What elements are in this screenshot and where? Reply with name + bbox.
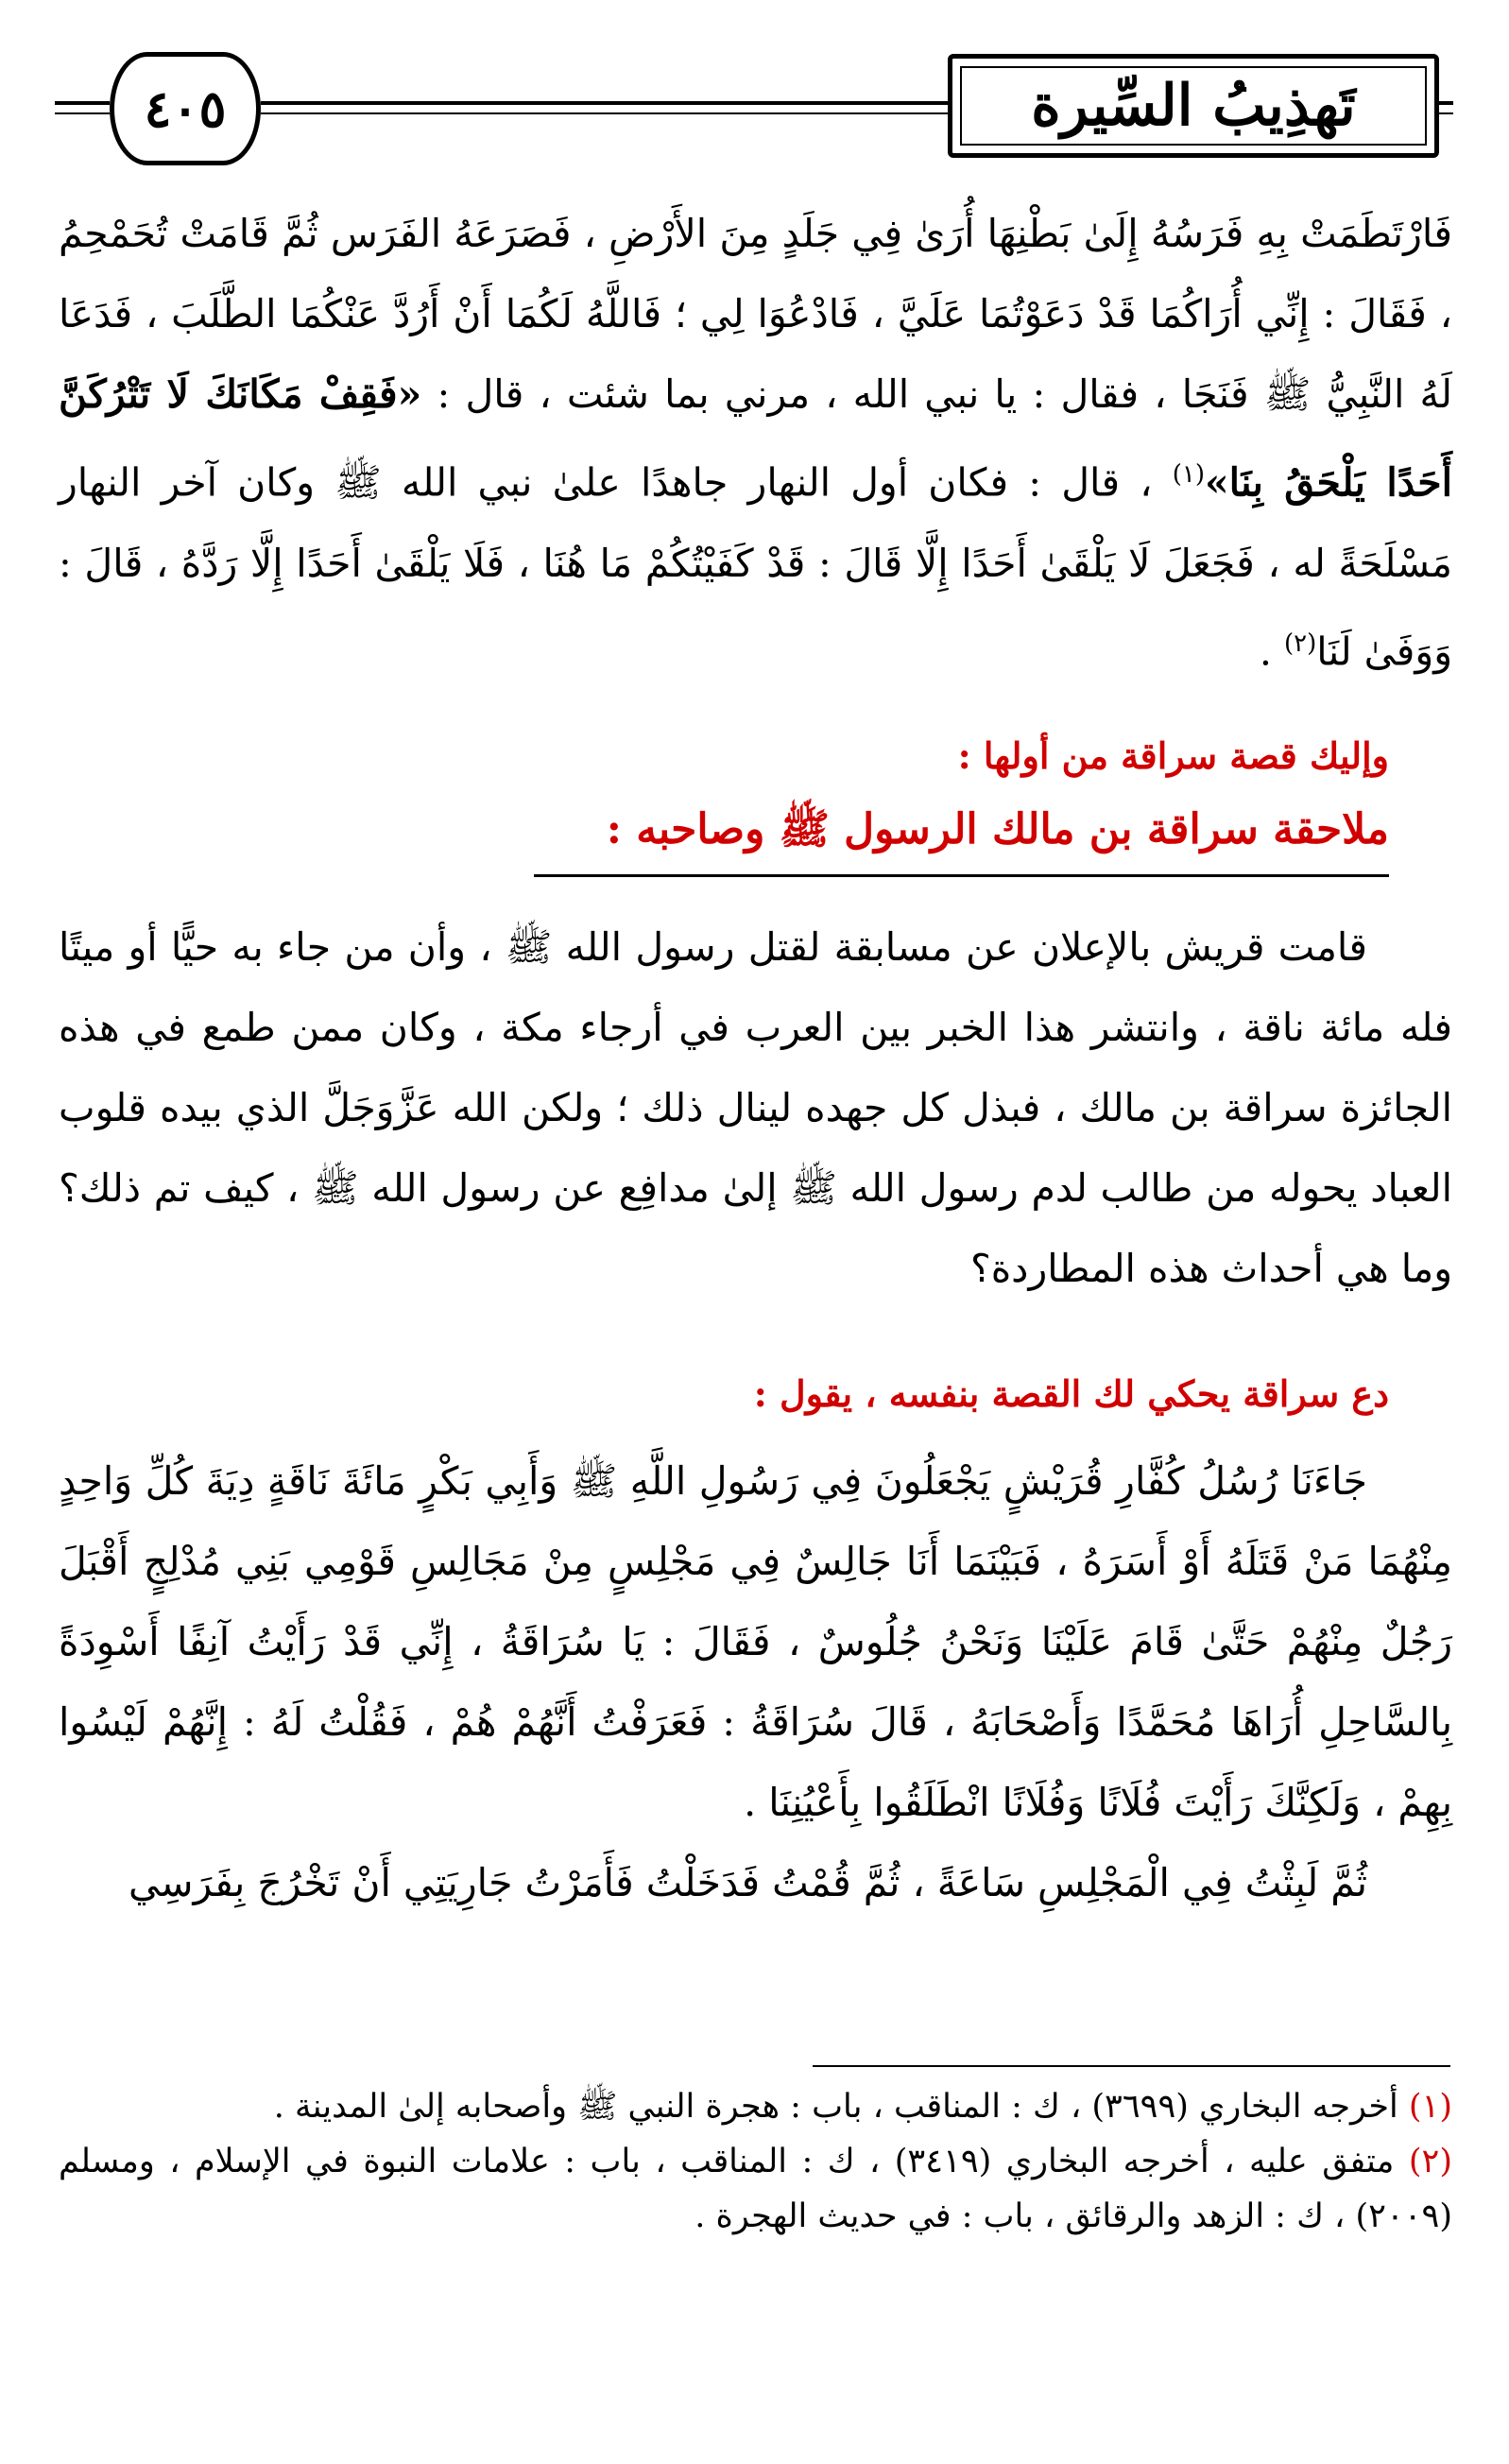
footnote-1-number: (١) — [1408, 2088, 1452, 2126]
paragraph-1-end: . — [1259, 629, 1284, 675]
book-title-box — [948, 54, 1439, 158]
footnote-separator — [813, 2065, 1450, 2067]
footnotes — [59, 2079, 1452, 2244]
page-header — [55, 52, 1453, 165]
page-number: ٤٠٥ — [110, 52, 261, 165]
heading-underline — [534, 874, 1389, 877]
paragraph-1b: ، قال : فكان أول النهار جاهدًا علىٰ نبي الله ﷺ وكان آخر النهار مَسْلَحَةً له ، فَجَعَلَ لَا يَلْقَىٰ أَحَدًا إِلَّا قَالَ : قَدْ كَفَيْتُكُمْ مَا هُنَا ، فَلَا يَلْقَىٰ أَحَدًا إِلَّا رَدَّهُ ، قَالَ : وَوَفَىٰ لَنَا — [59, 459, 1452, 675]
paragraph-2: قامت قريش بالإعلان عن مسابقة لقتل رسول الله ﷺ ، وأن من جاء به حيًّا أو ميتًا فله مائة ناقة ، وانتشر هذا الخبر بين العرب في أرجاء مكة ، وكان ممن طمع في هذه الجائزة سراقة بن مالك ، فبذل كل جهده لينال ذلك ؛ ولكن الله عَزَّوَجَلَّ الذي بيده قلوب العباد يحوله من طالب لدم رسول الله ﷺ إلىٰ مدافِع عن رسول الله ﷺ ، كيف تم ذلك؟ وما هي أحداث هذه المطاردة؟ — [59, 924, 1452, 1291]
heading-narration: دع سراقة يحكي لك القصة بنفسه ، يقول : — [753, 1372, 1389, 1415]
footnote-ref-1: (١) — [1172, 460, 1205, 489]
paragraph-4: ثُمَّ لَبِثْتُ فِي الْمَجْلِسِ سَاعَةً ، ثُمَّ قُمْتُ فَدَخَلْتُ فَأَمَرْتُ جَارِيَتِي أَنْ تَخْرُجَ بِفَرَسِي — [129, 1860, 1367, 1905]
footnote-1-text: أخرجه البخاري (٣٦٩٩) ، ك : المناقب ، باب : هجرة النبي ﷺ وأصحابه إلىٰ المدينة . — [273, 2088, 1398, 2126]
paragraph-1a: فَارْتَطَمَتْ بِهِ فَرَسُهُ إِلَىٰ بَطْنِهَا أُرَىٰ فِي جَلَدٍ مِنَ الأَرْضِ ، فَصَرَعَهُ الفَرَس ثُمَّ قَامَتْ تُحَمْحِمُ ، فَقَالَ : إِنِّي أُرَاكُمَا قَدْ دَعَوْتُمَا عَلَيَّ ، فَادْعُوَا لِي ؛ فَاللَّهُ لَكُمَا أَنْ أَرُدَّ عَنْكُمَا الطَّلَبَ ، فَدَعَا لَهُ النَّبِيُّ ﷺ فَنَجَا ، فقال : يا نبي الله ، مرني بما شئت ، قال : — [59, 211, 1452, 417]
footnote-2 — [59, 2134, 1452, 2244]
text-block-2 — [59, 907, 1452, 1309]
footnote-2-text: متفق عليه ، أخرجه البخاري (٣٤١٩) ، ك : المناقب ، باب : علامات النبوة في الإسلام ، ومسلم (٢٠٠٩) ، ك : الزهد والرقائق ، باب : في حديث الهجرة . — [59, 2143, 1452, 2235]
footnote-ref-2: (٢) — [1283, 629, 1317, 658]
heading-block — [283, 728, 1389, 858]
text-block-3 — [59, 1441, 1452, 1923]
paragraph-3: جَاءَنَا رُسُلُ كُفَّارِ قُرَيْشٍ يَجْعَلُونَ فِي رَسُولِ اللَّهِ ﷺ وَأَبِي بَكْرٍ مَائَةَ نَاقَةٍ دِيَةَ كُلِّ وَاحِدٍ مِنْهُمَا مَنْ قَتَلَهُ أَوْ أَسَرَهُ ، فَبَيْنَمَا أَنَا جَالِسٌ فِي مَجْلِسٍ مِنْ مَجَالِسِ قَوْمِي بَنِي مُدْلِجٍ أَقْبَلَ رَجُلٌ مِنْهُمْ حَتَّىٰ قَامَ عَلَيْنَا وَنَحْنُ جُلُوسٌ ، فَقَالَ : يَا سُرَاقَةُ ، إِنِّي قَدْ رَأَيْتُ آنِفًا أَسْوِدَةً بِالسَّاحِلِ أُرَاهَا مُحَمَّدًا وَأَصْحَابَهُ ، قَالَ سُرَاقَةُ : فَعَرَفْتُ أَنَّهُمْ هُمْ ، فَقُلْتُ لَهُ : إِنَّهُمْ لَيْسُوا بِهِمْ ، وَلَكِنَّكَ رَأَيْتَ فُلَانًا وَفُلَانًا انْطَلَقُوا بِأَعْيُنِنَا . — [59, 1458, 1452, 1825]
footnote-1 — [59, 2079, 1452, 2134]
footnote-2-number: (٢) — [1408, 2143, 1452, 2180]
heading-block-2 — [283, 1366, 1389, 1422]
heading-intro: وإليك قصة سراقة من أولها : — [957, 734, 1389, 777]
text-block-1 — [59, 194, 1452, 692]
book-title: تَهذِيبُ السِّيرة — [1031, 73, 1356, 139]
hadith-quote: «فَقِفْ مَكَانَكَ لَا تَتْرُكَنَّ أَحَدًا يَلْحَقُ بِنَا» — [59, 371, 1452, 506]
heading-section: ملاحقة سراقة بن مالك الرسول ﷺ وصاحبه : — [606, 805, 1389, 853]
